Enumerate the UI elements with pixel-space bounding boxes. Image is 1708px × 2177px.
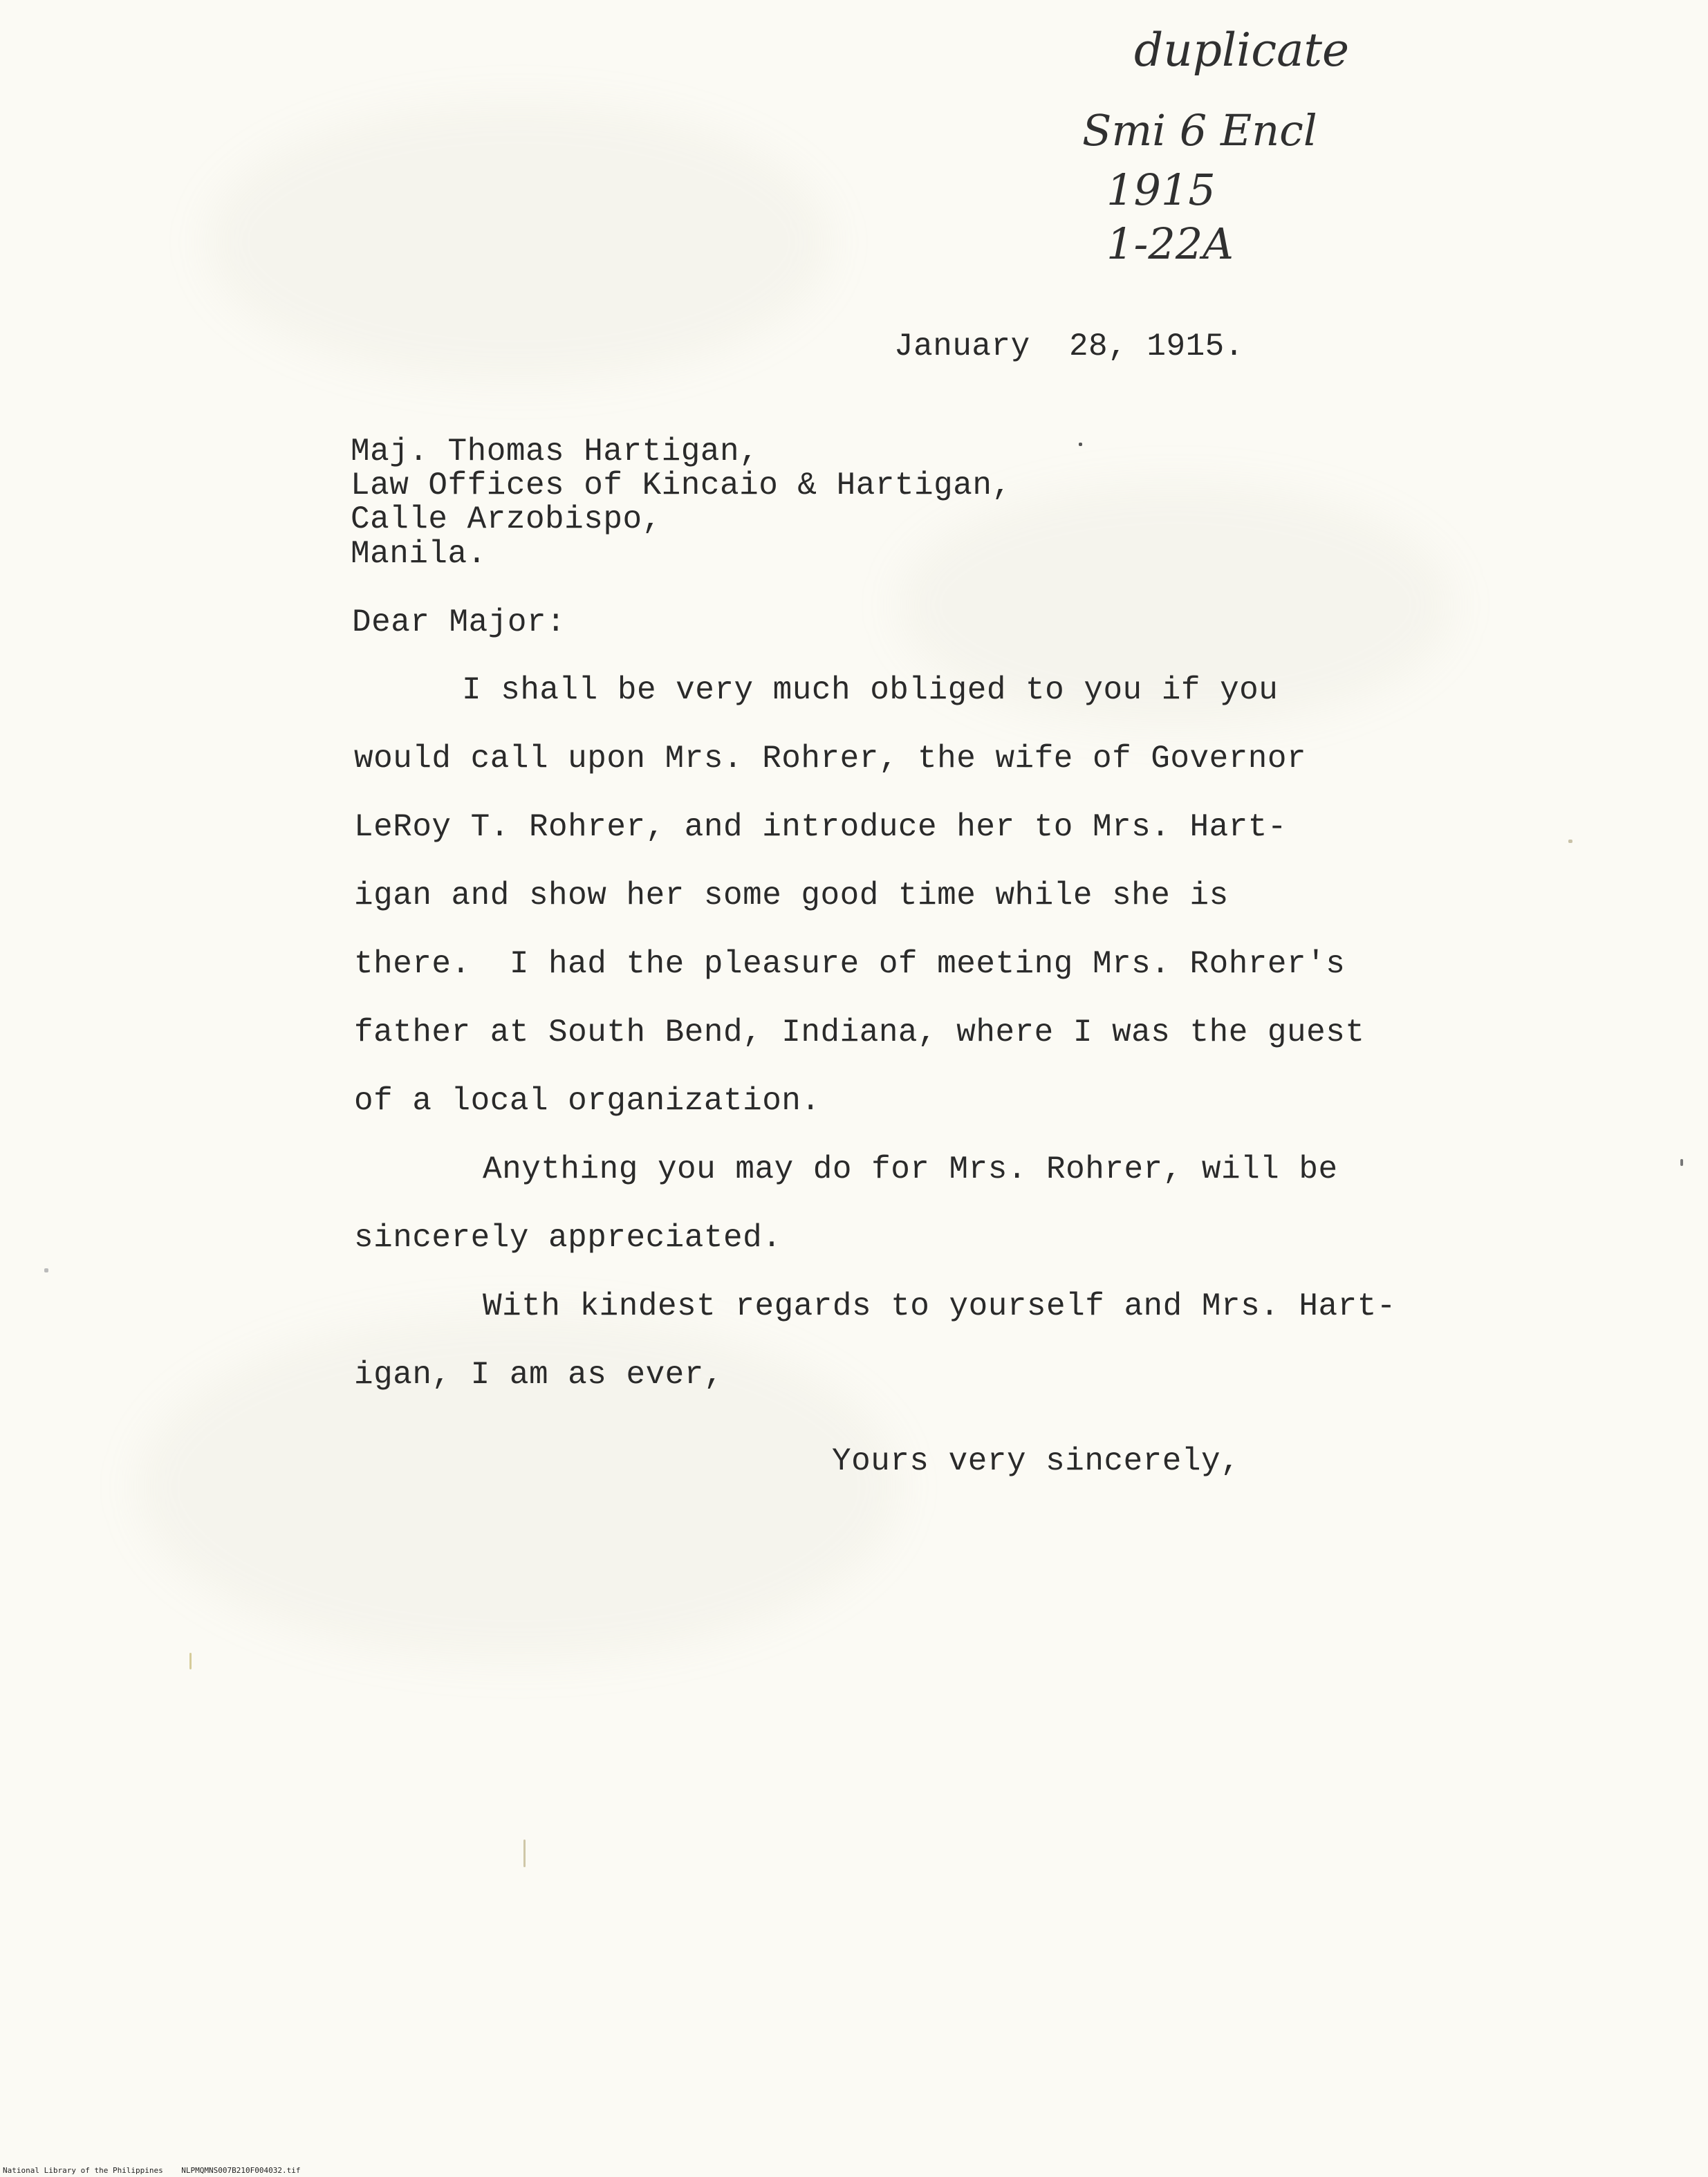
body-line: would call upon Mrs. Rohrer, the wife of Governor: [354, 741, 1307, 777]
paper-speck: [523, 1840, 526, 1867]
body-line: LeRoy T. Rohrer, and introduce her to Mrs. Hart-: [354, 809, 1288, 845]
body-line: igan and show her some good time while she is: [354, 878, 1229, 914]
paper-speck: [189, 1653, 192, 1669]
body-line: father at South Bend, Indiana, where I was the guest: [354, 1015, 1365, 1050]
body-line: of a local organization.: [354, 1083, 821, 1119]
body-line: Anything you may do for Mrs. Rohrer, will be: [483, 1151, 1338, 1187]
recipient-line: Maj. Thomas Hartigan,: [351, 434, 759, 470]
handwritten-note-enclosures: Smi 6 Encl: [1082, 105, 1317, 156]
body-line: there. I had the pleasure of meeting Mrs. Rohrer's: [354, 946, 1346, 982]
paper-speck: [1568, 840, 1572, 843]
paper-speck: [1680, 1159, 1683, 1166]
body-line: sincerely appreciated.: [354, 1220, 782, 1256]
recipient-line: Law Offices of Kincaio & Hartigan,: [351, 467, 1012, 503]
body-line: I shall be very much obliged to you if you: [462, 672, 1279, 708]
recipient-line: Calle Arzobispo,: [351, 501, 662, 537]
paper-stain: [207, 104, 830, 380]
paper-speck: [1079, 443, 1082, 446]
closing: Yours very sincerely,: [832, 1443, 1241, 1479]
archive-footer: National Library of the Philippines NLPMQMNS007B210F004032.tif: [3, 2166, 301, 2175]
paper-speck: [44, 1268, 48, 1272]
letter-date: January 28, 1915.: [894, 328, 1244, 364]
body-line: igan, I am as ever,: [354, 1357, 723, 1393]
recipient-line: Manila.: [351, 536, 487, 572]
handwritten-note-file-number: 1-22A: [1106, 219, 1234, 269]
handwritten-note-year: 1915: [1106, 165, 1216, 215]
body-line: With kindest regards to yourself and Mrs. Hart-: [483, 1288, 1396, 1324]
salutation: Dear Major:: [352, 604, 566, 640]
handwritten-note-duplicate: duplicate: [1134, 24, 1350, 77]
